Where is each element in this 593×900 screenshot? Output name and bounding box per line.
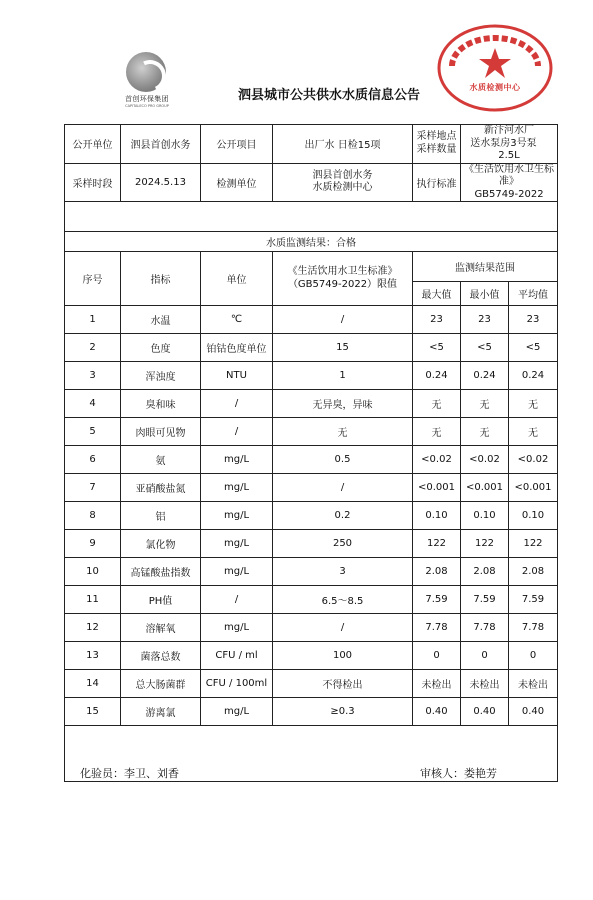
col-unit: 单位	[201, 252, 273, 306]
header-row-1	[65, 252, 558, 282]
table-row: 10 高锰酸盐指数 mg/L 3 2.08 2.08 2.08	[65, 558, 558, 586]
logo-name: 首创环保集团	[125, 95, 169, 103]
standard-value: 《生活饮用水卫生标准》 GB5749-2022	[461, 163, 558, 202]
info-row-1	[65, 125, 558, 164]
table-row: 3 浑浊度 NTU 1 0.24 0.24 0.24	[65, 362, 558, 390]
monitoring-summary: 水质监测结果：合格	[65, 232, 558, 252]
col-limit: 《生活饮用水卫生标准》 （GB5749-2022）限值	[273, 252, 413, 306]
test-unit-label: 检测单位	[201, 163, 273, 202]
sampling-quantity-label: 采样数量	[416, 143, 457, 155]
sampling-labels	[413, 125, 461, 164]
inspector-signature: 化验员：李卫、刘香	[80, 767, 179, 780]
publisher-label: 公开单位	[65, 125, 121, 164]
sampling-point-value: 新汴河水厂	[484, 125, 534, 136]
sampling-point-label: 采样地点	[416, 131, 457, 143]
reviewer-signature: 审核人：娄艳芳	[420, 767, 497, 780]
official-seal	[432, 20, 558, 116]
col-index: 序号	[65, 252, 121, 306]
table-row: 14 总大肠菌群 CFU / 100ml 不得检出 未检出 未检出 未检出	[65, 670, 558, 698]
table-row: 6 氨 mg/L 0.5 <0.02 <0.02 <0.02	[65, 446, 558, 474]
table-row: 4 臭和味 / 无异臭，异味 无 无 无	[65, 390, 558, 418]
spacer-row	[65, 202, 558, 232]
col-indicator: 指标	[121, 252, 201, 306]
sampling-time-label: 采样时段	[65, 163, 121, 202]
test-unit-value: 泗县首创水务 水质检测中心	[273, 163, 413, 202]
sampling-time-value: 2024.5.13	[121, 163, 201, 202]
company-logo	[112, 52, 182, 110]
table-row: 11 PH值 / 6.5～8.5 7.59 7.59 7.59	[65, 586, 558, 614]
info-row-2	[65, 163, 558, 202]
table-row: 8 铝 mg/L 0.2 0.10 0.10 0.10	[65, 502, 558, 530]
table-row: 12 溶解氧 mg/L / 7.78 7.78 7.78	[65, 614, 558, 642]
col-range-group: 监测结果范围	[413, 252, 558, 282]
col-max: 最大值	[413, 282, 461, 306]
sampling-point-value2: 送水泵房3号泵 2.5L	[470, 137, 537, 161]
summary-row	[65, 232, 558, 252]
document-title: 泗县城市公共供水水质信息公告	[238, 88, 421, 103]
publisher-value: 泗县首创水务	[121, 125, 201, 164]
logo-subtitle: CAPITALECO PRO GROUP	[125, 104, 169, 108]
table-row: 7 亚硝酸盐氮 mg/L / <0.001 <0.001 <0.001	[65, 474, 558, 502]
table-row: 15 游离氯 mg/L ≥0.3 0.40 0.40 0.40	[65, 698, 558, 726]
sampling-quantity-value: 2.5L	[498, 150, 520, 161]
sampling-values	[461, 125, 558, 164]
col-min: 最小值	[461, 282, 509, 306]
table-row: 9 氯化物 mg/L 250 122 122 122	[65, 530, 558, 558]
seal-text: 水质检测中心	[469, 83, 521, 92]
water-quality-table	[64, 124, 558, 782]
item-label: 公开项目	[201, 125, 273, 164]
table-row: 1 水温 ℃ / 23 23 23	[65, 306, 558, 334]
table-row: 5 肉眼可见物 / 无 无 无 无	[65, 418, 558, 446]
item-value: 出厂水 日检15项	[273, 125, 413, 164]
standard-label: 执行标准	[413, 163, 461, 202]
col-avg: 平均值	[509, 282, 558, 306]
table-row: 13 菌落总数 CFU / ml 100 0 0 0	[65, 642, 558, 670]
table-row: 2 色度 铂钴色度单位 15 <5 <5 <5	[65, 334, 558, 362]
